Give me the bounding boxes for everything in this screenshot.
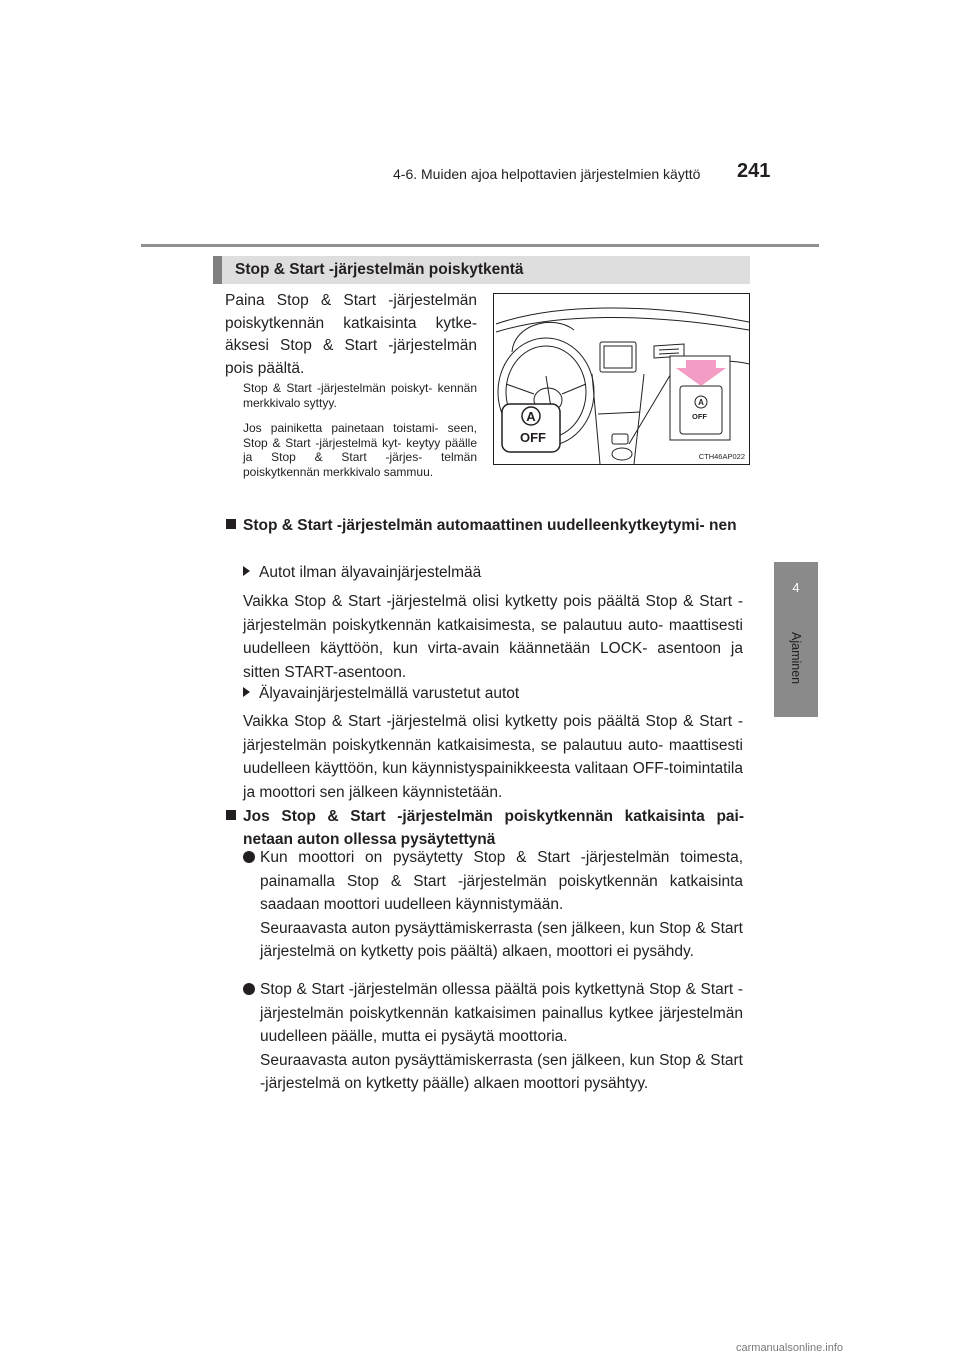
figure-code: CTH46AP022 xyxy=(698,452,745,461)
page-number: 241 xyxy=(737,160,771,182)
triangle-bullet-icon xyxy=(243,566,250,576)
stopped-bullet-1 xyxy=(243,846,743,964)
running-header-section: 4-6. Muiden ajoa helpottavien järjestelmien käyttö xyxy=(393,166,701,182)
dashboard-illustration xyxy=(493,293,750,465)
off-button-label-large: OFF xyxy=(520,430,546,445)
footer-watermark: carmanualsonline.info xyxy=(736,1342,844,1354)
chapter-number: 4 xyxy=(792,580,800,595)
round-bullet-icon xyxy=(243,983,255,995)
note-press-again: Jos painiketta painetaan toistami- seen, Stop & Start -järjestelmä kyt- keytyy päälle ja Stop & Start -järjes- telmän poiskytkennän merkkivalo sammuu. xyxy=(243,421,477,479)
stopped-heading-text: Jos Stop & Start -järjestelmän poiskytkennän katkaisinta pai- netaan auton ollessa pysäytettynä xyxy=(243,808,744,848)
case-no-smart-key-label: Autot ilman älyavainjärjestelmää xyxy=(259,564,482,581)
square-bullet-icon xyxy=(226,810,236,820)
case-smart-key-text: Vaikka Stop & Start -järjestelmä olisi kytketty pois päältä Stop & Start -järjestelmän poiskytkennän katkaisimesta, se palautuu auto- maattisesti uudelleen käyttöön, kun käynnistyspainikkeesta valitaan OFF-toimintatila ja moottori sen jälkeen käynnistetään. xyxy=(243,713,743,801)
stopped-bullet-2-cont: Seuraavasta auton pysäyttämiskerrasta (sen jälkeen, kun Stop & Start -järjestelmä on kytketty päälle) alkaen moottori pysähtyy. xyxy=(260,1051,743,1092)
stopped-bullet-2-text: Stop & Start -järjestelmän ollessa päältä pois kytkettynä Stop & Start -järjestelmän poiskytkennän katkaisimen painallus kytkee järjestelmän uudelleen päälle, mutta ei pysäytä moottoria. xyxy=(260,981,743,1045)
stopped-bullet-1-cont: Seuraavasta auton pysäyttämiskerrasta (sen jälkeen, kun Stop & Start järjestelmä on kytketty pois päältä) alkaen, moottori ei pysähdy. xyxy=(260,919,743,960)
auto-restart-heading xyxy=(226,515,744,538)
svg-text:A: A xyxy=(698,398,704,407)
section-title: Stop & Start -järjestelmän poiskytkentä xyxy=(235,261,524,278)
header-divider xyxy=(141,244,819,247)
stopped-bullet-2 xyxy=(243,978,743,1096)
triangle-bullet-icon xyxy=(243,687,250,697)
stopped-heading xyxy=(226,806,744,851)
case-no-smart-key-text: Vaikka Stop & Start -järjestelmä olisi kytketty pois päältä Stop & Start -järjestelmän poiskytkennän katkaisimesta, se palautuu auto- maattisesti uudelleen käyttöön, kun virta-avain käännetään LOCK- asentoon ja sitten START-asentoon. xyxy=(243,593,743,681)
stopped-bullet-1-text: Kun moottori on pysäytetty Stop & Start -järjestelmän toimesta, painamalla Stop & Start -järjestelmän poiskytkennän katkaisinta saadaan moottori uudelleen käynnistymään. xyxy=(260,849,743,913)
off-button-label-small: OFF xyxy=(692,412,707,421)
case-no-smart-key xyxy=(243,562,743,585)
note-indicator-on: Stop & Start -järjestelmän poiskyt- kennän merkkivalo syttyy. xyxy=(243,381,477,410)
intro-paragraph: Paina Stop & Start -järjestelmän poiskytkennän katkaisinta kytke- äksesi Stop & Start -järjestelmän pois päältä. xyxy=(225,292,477,377)
section-title-bar xyxy=(213,256,750,284)
case-smart-key-label: Älyavainjärjestelmällä varustetut autot xyxy=(259,685,520,702)
round-bullet-icon xyxy=(243,851,255,863)
auto-restart-heading-text: Stop & Start -järjestelmän automaattinen uudelleenkytkeytymi- nen xyxy=(243,517,737,534)
svg-text:A: A xyxy=(526,409,536,424)
square-bullet-icon xyxy=(226,519,236,529)
chapter-label: Ajaminen xyxy=(789,631,803,685)
case-smart-key xyxy=(243,683,743,706)
